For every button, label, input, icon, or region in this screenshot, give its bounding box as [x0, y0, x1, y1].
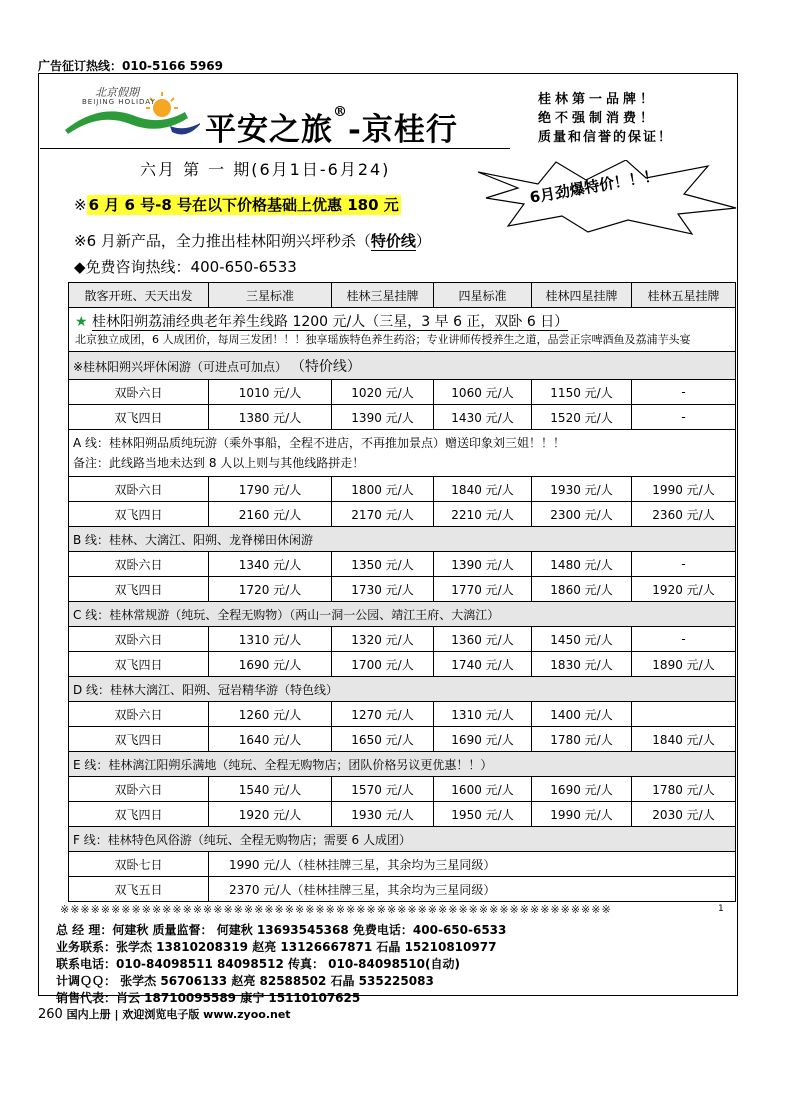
table-row — [69, 652, 736, 677]
price-cell: 1840 元/人 — [632, 727, 736, 752]
brand-suffix: -京桂行 — [348, 112, 458, 148]
price-cell: 1020 元/人 — [332, 380, 434, 405]
price-cell: - — [632, 627, 736, 652]
free-hotline: ◆免费咨询热线：400-650-6533 — [74, 258, 297, 276]
feature-row — [69, 308, 736, 352]
feature-desc: 北京独立成团，6 人成团价，每周三发团！！！独享瑶族特色养生药浴；专业讲师传授养生之道，品尝正宗啤酒鱼及荔浦芋头宴 — [75, 333, 691, 346]
row-label: 双飞四日 — [69, 652, 209, 677]
price-cell: 2210 元/人 — [434, 502, 532, 527]
row-label: 双飞四日 — [69, 802, 209, 827]
logo-en-text: BEIJING HOLIDAY — [82, 98, 156, 106]
price-cell: 1950 元/人 — [434, 802, 532, 827]
price-cell: 1990 元/人 — [632, 477, 736, 502]
price-cell: 1380 元/人 — [209, 405, 332, 430]
price-cell: - — [632, 405, 736, 430]
row-label: 双卧六日 — [69, 627, 209, 652]
price-cell: 1640 元/人 — [209, 727, 332, 752]
promo-discount-text: 6 月 6 号-8 号在以下价格基础上优惠 180 元 — [88, 196, 399, 214]
col-header: 三星标准 — [209, 283, 332, 308]
promo-new-end: ） — [415, 232, 431, 250]
price-cell: 1990 元/人（桂林挂牌三星，其余均为三星同级） — [209, 852, 736, 877]
brand-title — [205, 104, 458, 149]
contact-line: 联系电话：010-84098511 84098512 传真： 010-84098510(自动) — [56, 957, 460, 971]
price-cell: 1690 元/人 — [209, 652, 332, 677]
price-cell: 1310 元/人 — [209, 627, 332, 652]
xingping-title: ※桂林阳朔兴坪休闲游（可进点可加点） — [73, 359, 288, 374]
col-header: 散客开班、天天出发 — [69, 283, 209, 308]
price-cell: 1730 元/人 — [332, 577, 434, 602]
issue-title: 六月 第 一 期(6月1日-6月24) — [140, 160, 391, 179]
price-cell: 1540 元/人 — [209, 777, 332, 802]
price-cell: - — [632, 552, 736, 577]
section-row — [69, 752, 736, 777]
table-row — [69, 477, 736, 502]
price-cell: 1520 元/人 — [532, 405, 632, 430]
registered-mark: ® — [333, 104, 348, 120]
decorative-stars-row: ※※※※※※※※※※※※※※※※※※※※※※※※※※※※※※※※※※※※※※※※※※※※※※※※※※※※※※ — [60, 903, 612, 916]
row-label: 双飞五日 — [69, 877, 209, 902]
line-a-note: 备注：此线路当地未达到 8 人以上则与其他线路拼走！ — [73, 456, 365, 470]
price-cell: 1340 元/人 — [209, 552, 332, 577]
table-row — [69, 552, 736, 577]
table-row — [69, 405, 736, 430]
slogan: 质量和信誉的保证！ — [538, 130, 674, 145]
section-title: D 线：桂林大漓江、阳朔、冠岩精华游（特色线） — [69, 677, 736, 702]
price-cell: 1840 元/人 — [434, 477, 532, 502]
price-cell: 1060 元/人 — [434, 380, 532, 405]
price-cell: 2370 元/人（桂林挂牌三星，其余均为三星同级） — [209, 877, 736, 902]
row-label: 双卧六日 — [69, 380, 209, 405]
row-label: 双卧六日 — [69, 777, 209, 802]
row-label: 双飞四日 — [69, 577, 209, 602]
price-cell: 1800 元/人 — [332, 477, 434, 502]
promo-new-product — [74, 230, 431, 251]
price-cell: 1650 元/人 — [332, 727, 434, 752]
price-cell: 1700 元/人 — [332, 652, 434, 677]
price-cell: 2300 元/人 — [532, 502, 632, 527]
brand-name: 平安之旅 — [205, 112, 333, 148]
price-cell: 2030 元/人 — [632, 802, 736, 827]
col-header: 桂林三星挂牌 — [332, 283, 434, 308]
price-cell: 1430 元/人 — [434, 405, 532, 430]
price-cell: 1890 元/人 — [632, 652, 736, 677]
row-label: 双卧六日 — [69, 552, 209, 577]
row-label: 双飞四日 — [69, 727, 209, 752]
starburst-icon — [478, 160, 738, 235]
price-cell: 1920 元/人 — [632, 577, 736, 602]
price-cell: 1390 元/人 — [434, 552, 532, 577]
price-cell: 1990 元/人 — [532, 802, 632, 827]
section-title: E 线：桂林漓江阳朔乐满地（纯玩、全程无购物店；团队价格另议更优惠！！） — [69, 752, 736, 777]
section-row — [69, 602, 736, 627]
price-cell: 1570 元/人 — [332, 777, 434, 802]
feature-title — [75, 311, 729, 331]
price-cell: 1400 元/人 — [532, 702, 632, 727]
contact-block — [56, 922, 506, 1007]
section-title — [69, 430, 736, 477]
promo-special-tag: 特价线 — [370, 232, 416, 250]
row-label: 双飞四日 — [69, 502, 209, 527]
section-row — [69, 527, 736, 552]
table-row — [69, 702, 736, 727]
price-cell: 2170 元/人 — [332, 502, 434, 527]
header-rule — [40, 148, 510, 149]
logo-cn-text: 北京假期 — [95, 86, 139, 99]
col-header: 桂林四星挂牌 — [532, 283, 632, 308]
price-cell: 1780 元/人 — [632, 777, 736, 802]
row-label: 双卧六日 — [69, 477, 209, 502]
table-header-row — [69, 283, 736, 308]
promo-new-text: ※6 月新产品，全力推出桂林阳朔兴坪秒杀（ — [74, 232, 371, 250]
burst-special-price: 6月劲爆特价！！！ — [528, 166, 660, 207]
section-row — [69, 677, 736, 702]
price-cell: 1390 元/人 — [332, 405, 434, 430]
table-row — [69, 802, 736, 827]
price-cell: 1930 元/人 — [332, 802, 434, 827]
price-cell: 1690 元/人 — [434, 727, 532, 752]
price-cell: 1920 元/人 — [209, 802, 332, 827]
section-row — [69, 352, 736, 380]
row-label: 双卧七日 — [69, 852, 209, 877]
price-cell: 2160 元/人 — [209, 502, 332, 527]
col-header: 桂林五星挂牌 — [632, 283, 736, 308]
section-row — [69, 430, 736, 477]
slogan: 桂林第一品牌！ — [538, 92, 658, 107]
page-number: 260 — [38, 1007, 63, 1022]
table-row — [69, 577, 736, 602]
price-cell: 1860 元/人 — [532, 577, 632, 602]
price-cell: 1830 元/人 — [532, 652, 632, 677]
page-mark: 1 — [718, 904, 724, 914]
price-cell: 1690 元/人 — [532, 777, 632, 802]
price-cell: 1780 元/人 — [532, 727, 632, 752]
price-cell: 1930 元/人 — [532, 477, 632, 502]
section-title: B 线：桂林、大漓江、阳朔、龙脊梯田休闲游 — [69, 527, 736, 552]
price-cell: - — [632, 380, 736, 405]
price-cell: 1480 元/人 — [532, 552, 632, 577]
table-row — [69, 852, 736, 877]
slogans — [538, 90, 718, 147]
promo-discount — [74, 194, 401, 215]
price-cell: 1740 元/人 — [434, 652, 532, 677]
price-cell: 1260 元/人 — [209, 702, 332, 727]
section-title — [69, 352, 736, 380]
table-row — [69, 877, 736, 902]
contact-line: 总 经 理：何建秋 质量监督： 何建秋 13693545368 免费电话：400-650-6533 — [56, 923, 507, 937]
contact-line: 销售代表：肖云 18710095589 康宁 15110107625 — [56, 991, 361, 1005]
page-footer — [38, 1006, 291, 1022]
col-header: 四星标准 — [434, 283, 532, 308]
slogan: 绝不强制消费！ — [538, 111, 658, 126]
section-title: F 线：桂林特色风俗游（纯玩、全程无购物店；需要 6 人成团） — [69, 827, 736, 852]
price-cell: 1450 元/人 — [532, 627, 632, 652]
price-cell: 1720 元/人 — [209, 577, 332, 602]
ad-hotline: 广告征订热线：010-5166 5969 — [38, 59, 224, 73]
price-cell: 2360 元/人 — [632, 502, 736, 527]
promo-mark: ※ — [74, 196, 87, 214]
price-cell: 1150 元/人 — [532, 380, 632, 405]
star-icon: ★ — [75, 314, 88, 330]
price-cell: 1320 元/人 — [332, 627, 434, 652]
table-row — [69, 727, 736, 752]
price-cell: 1310 元/人 — [434, 702, 532, 727]
table-row — [69, 380, 736, 405]
price-cell: 1360 元/人 — [434, 627, 532, 652]
green-hills-icon — [65, 111, 188, 134]
price-cell: 1770 元/人 — [434, 577, 532, 602]
feature-title-text: 桂林阳朔荔浦经典老年养生线路 1200 元/人（三星，3 早 6 正，双卧 6 日） — [92, 314, 569, 330]
table-row — [69, 502, 736, 527]
price-cell: 1010 元/人 — [209, 380, 332, 405]
price-cell: 1600 元/人 — [434, 777, 532, 802]
table-row — [69, 777, 736, 802]
row-label: 双飞四日 — [69, 405, 209, 430]
section-title: C 线：桂林常规游（纯玩、全程无购物）（两山一洞一公园、靖江王府、大漓江） — [69, 602, 736, 627]
feature-cell — [69, 308, 736, 352]
line-a-title: A 线：桂林阳朔品质纯玩游（乘外事船，全程不进店，不再推加景点）赠送印象刘三姐！！！ — [73, 436, 566, 450]
price-table — [68, 282, 736, 902]
price-cell: 1350 元/人 — [332, 552, 434, 577]
row-label: 双卧六日 — [69, 702, 209, 727]
footer-text: 国内上册 | 欢迎浏览电子版 www.zyoo.net — [66, 1008, 291, 1021]
contact-line: 业务联系：张学杰 13810208319 赵亮 13126667871 石晶 15210810977 — [56, 940, 497, 954]
contact-line: 计调ＱＱ： 张学杰 56706133 赵亮 82588502 石晶 535225083 — [56, 974, 434, 988]
price-cell — [632, 702, 736, 727]
table-row — [69, 627, 736, 652]
section-row — [69, 827, 736, 852]
xingping-tag: （特价线） — [290, 358, 361, 375]
price-cell: 1270 元/人 — [332, 702, 434, 727]
price-cell: 1790 元/人 — [209, 477, 332, 502]
